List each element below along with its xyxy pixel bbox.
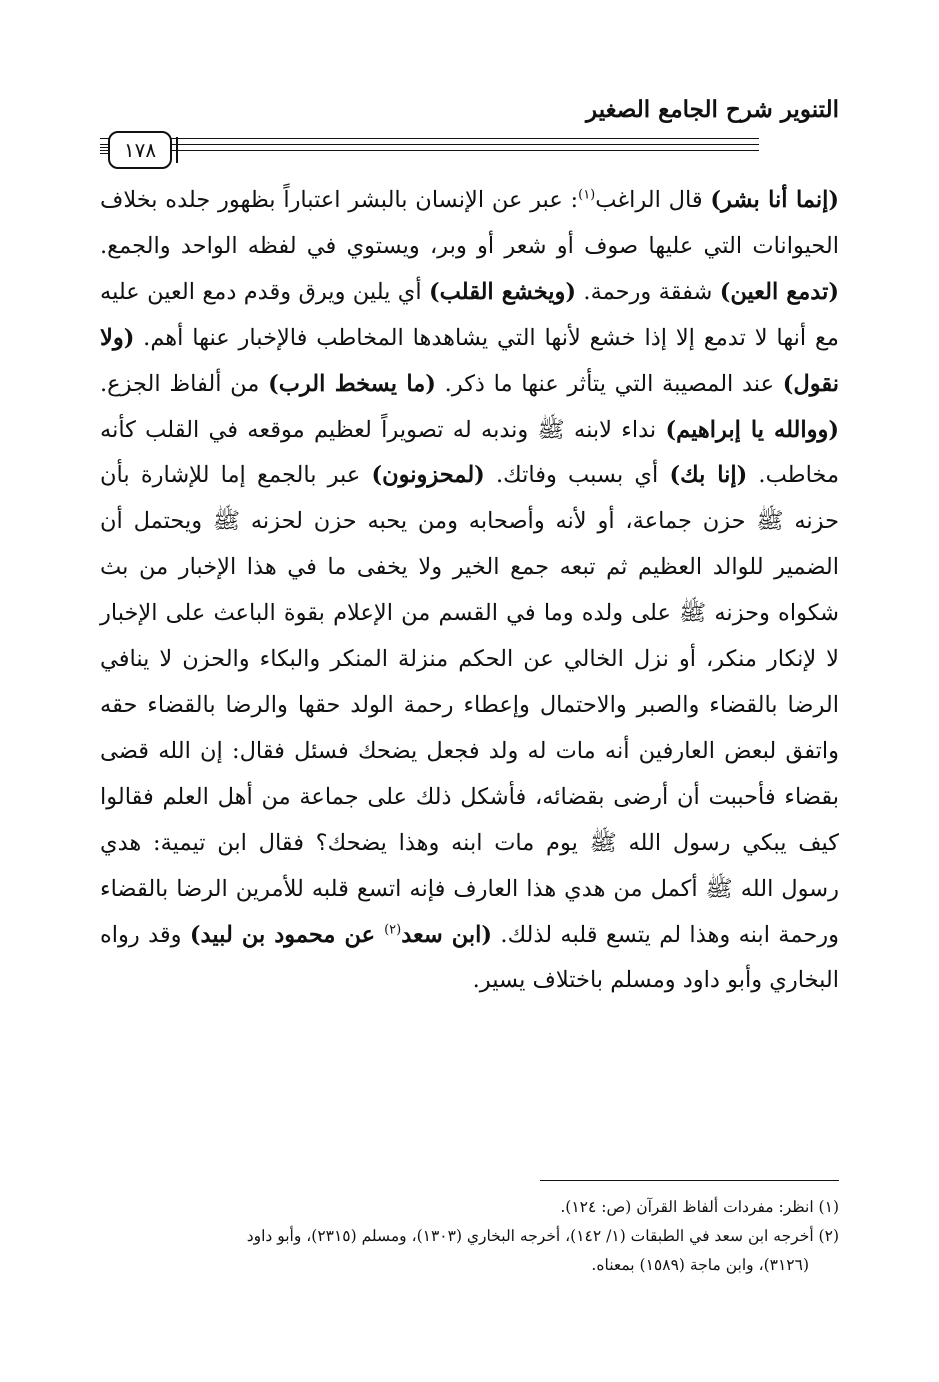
footnote-ref-1: (١) — [578, 187, 596, 203]
header-rule-top — [100, 138, 759, 139]
source-citation: عن محمود بن لبيد) — [189, 921, 385, 948]
footnote-ref-2: (٢) — [384, 922, 402, 937]
footnotes — [100, 1193, 839, 1280]
hadith-phrase: (إنما أنا بشر) — [710, 187, 839, 213]
hadith-phrase: (تدمع العين) — [719, 278, 839, 305]
main-paragraph: (إنما أنا بشر) قال الراغب$^{(١)}$: عبر عن الإنسان بالبشر اعتباراً بظهور جلده بخلاف الحيوانات التي عليها صوف أو شعر أو وبر، ويستوي في لفظه الواحد والجمع. (تدمع العين) شفقة ورحمة. (ويخشع القلب) أي يلين ويرق وقدم دمع العين عليه مع أنها لا تدمع إلا إذا خشع لأنها التي يشاهدها المخاطب فالإخبار عنها أهم. (ولا نقول) عند المصيبة التي يتأثر عنها ما ذكر. (ما يسخط الرب) من ألفاظ الجزع. (ووالله يا إبراهيم) نداء لابنه ﷺ وندبه له تصويراً لعظيم موقعه في القلب كأنه مخاطب. (إنا بك) أي بسبب وفاتك. (لمحزونون) عبر بالجمع إما للإشارة بأن حزنه ﷺ حزن جماعة، أو لأنه وأصحابه ومن يحبه حزن لحزنه ﷺ ويحتمل أن الضمير للوالد العظيم ثم تبعه جمع الخير ولا يخفى ما في هذا الإخبار من بث شكواه وحزنه ﷺ على ولده وما في القسم من الإعلام بقوة الباعث على الإخبار لا لإنكار منكر، أو نزل الخالي عن الحكم منزلة المنكر والبكاء والحزن لا ينافي الرضا بالقضاء والصبر والاحتمال وإعطاء رحمة الولد حقها والرضا بالقضاء حقه واتفق لبعض العارفين أنه مات له ولد فجعل يضحك فسئل فقال: إن الله قضى بقضاء فأحببت أن أرضى بقضائه، فأشكل ذلك على جماعة من أهل العلم فقالوا كيف يبكي رسول الله ﷺ يوم مات ابنه وهذا يضحك؟ فقال ابن تيمية: هدي رسول الله ﷺ أكمل من هدي هذا العارف فإنه اتسع قلبه للأمرين الرضا بالقضاء ورحمة ابنه وهذا لم يتسع قلبه لذلك. (ابن سعد$^{(٢)}$ عن محمود بن لبيد) وقد رواه البخاري وأبو داود ومسلم باختلاف يسير. — [100, 187, 839, 994]
main-text — [100, 178, 839, 1004]
footnote-1: (١) انظر: مفردات ألفاظ القرآن (ص: ١٢٤). — [560, 1198, 839, 1216]
footnote-separator — [540, 1180, 839, 1181]
hadith-phrase: (ويخشع القلب) — [429, 278, 577, 305]
hadith-phrase: (إنا بك) — [669, 462, 748, 489]
page-number: ١٧٨ — [108, 131, 172, 169]
hadith-phrase: (ما يسخط الرب) — [268, 370, 436, 397]
hadith-phrase: (ولا نقول) — [100, 324, 839, 397]
footnote-2-continued: (٣١٢٦)، وابن ماجة (١٥٨٩) بمعناه. — [591, 1256, 809, 1274]
source-citation: (ابن سعد — [401, 921, 493, 948]
running-header-title: التنوير شرح الجامع الصغير — [586, 96, 839, 123]
hadith-phrase: (لمحزونون) — [371, 462, 485, 489]
footnote-2: (٢) أخرجه ابن سعد في الطبقات (١/ ١٤٢)، أخرجه البخاري (١٣٠٣)، ومسلم (٢٣١٥)، وأبو داود — [246, 1227, 839, 1245]
header-rule-middle — [100, 144, 759, 145]
hadith-phrase: (ووالله يا إبراهيم) — [665, 416, 839, 443]
header-rule-bottom — [100, 150, 759, 151]
